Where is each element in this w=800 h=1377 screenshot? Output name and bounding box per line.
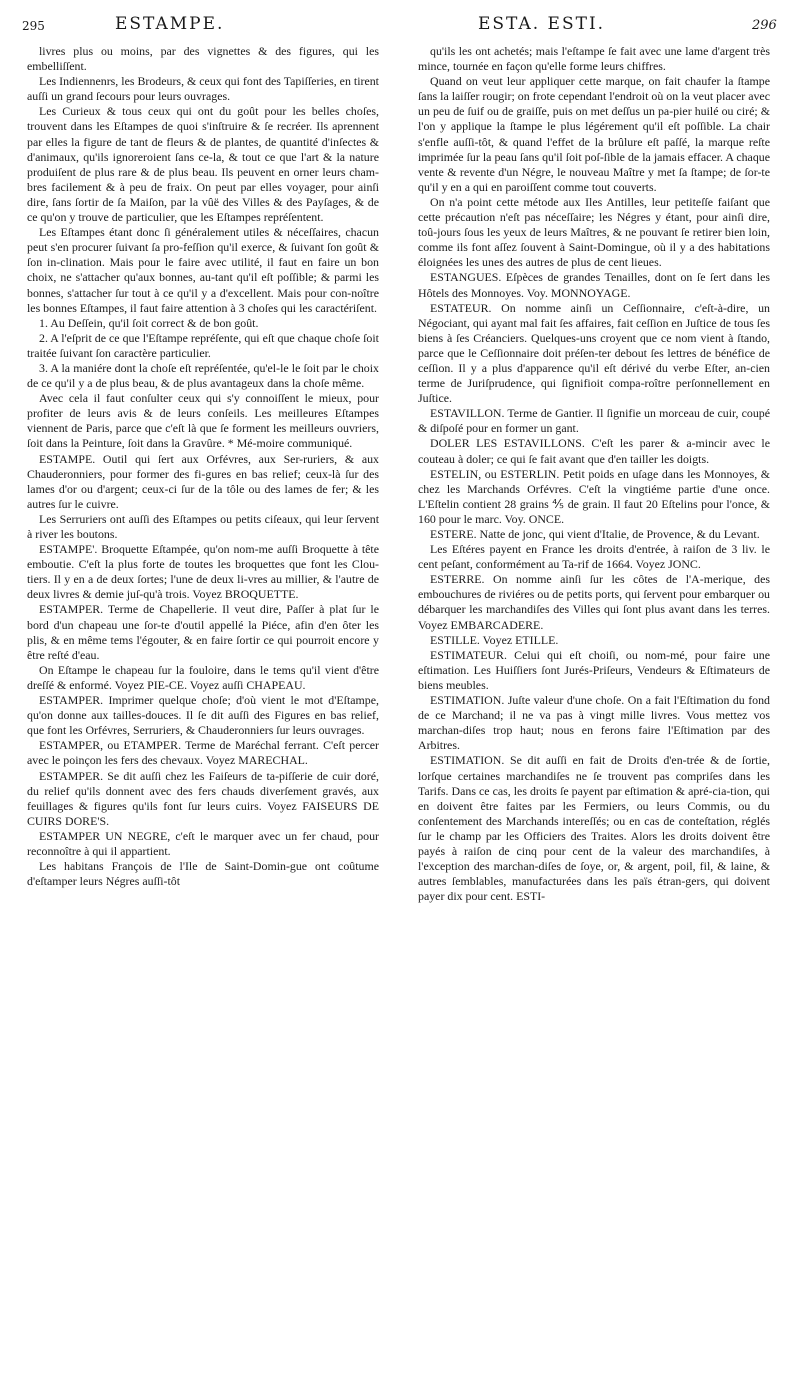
entry-estamper-chapellerie: ESTAMPER. Terme de Chapellerie. Il veut dire, Paſſer à plat ſur le bord d'un chapeau une ſor-te d'outil appellé la Piéce, afin d'en ôter les plis, & en même tems l'égouter, & en faire ſortir ce qui pourroit encore y être reſté d'eau. bbox=[27, 602, 379, 662]
paragraph: Quand on veut leur appliquer cette marque, on fait chaufer la ſtampe ſans la laiſſer rougir; on frote cependant l'endroit où on la veut placer avec un peu de ſuif ou de graiſſe, puis on met deſſus un pa-pier huilé ou ciré; & l'on y applique la ſtampe le plus légérement qu'il eſt poſſible. La chair s'enfle auſſi-tôt, & quand l'effet de la brûlure eſt paſſé, la marque reſte imprimée ſur la peau ſans qu'il ſoit poſ-ſible de la jamais effacer. A chaque vente & revente d'un Négre, le nouveau Maître y met ſa ſtampe; de ſor-te qu'il y en a qui en paroiſſent comme tout couverts. bbox=[418, 74, 770, 194]
running-head-left: ESTAMPE. bbox=[115, 14, 225, 34]
right-column bbox=[418, 44, 770, 904]
paragraph: Les habitans François de l'Ile de Saint-Domin-gue ont coûtume d'eſtamper leurs Négres auſſi-tôt bbox=[27, 859, 379, 889]
paragraph: qu'ils les ont achetés; mais l'eſtampe ſe fait avec une lame d'argent très mince, tournée en façon qu'elle forme leurs chiffres. bbox=[418, 44, 770, 74]
paragraph: Les Eſtampes étant donc ſi généralement utiles & néceſſaires, chacun peut s'en procurer ſuivant ſa pro-feſſion qu'il exerce, & ſuivant ſon goût & ſon in-clination. Mais pour le faire avec utilité, il faut en faire un bon choix, ne s'attacher qu'aux bonnes, au-tant qu'il eſt poſſible; & parmi les bonnes, s'attacher ſur tout à ce qu'il y a d'excellent. Mais pour con-noître les bonnes Eſtampes, il faut faire attention à 3 choſes qui les caractériſent. bbox=[27, 225, 379, 315]
paragraph: On Eſtampe le chapeau ſur la fouloire, dans le tems qu'il vient d'être dreſſé & enformé. Voyez PIE-CE. Voyez auſſi CHAPEAU. bbox=[27, 662, 379, 692]
entry-estimateur: ESTIMATEUR. Celui qui eſt choiſi, ou nom-mé, pour faire une eſtimation. Les Huiſſiers ſont Jurés-Priſeurs, Vendeurs & Eſtimateurs de biens meubles. bbox=[418, 647, 770, 692]
entry-estateur: ESTATEUR. On nomme ainſi un Ceſſionnaire, c'eſt-à-dire, un Négociant, qui ayant mal fait ſes affaires, fait ceſſion en Juſtice de tous ſes biens à ſes Créanciers. Quelques-uns croyent que ce nom vient à ſtando, parce que le Ceſſionnaire doit préſen-ter debout ſes lettres de bénéfice de ceſſion. Il y a plus d'apparence qu'il eſt dérivé du verbe Eſter, an-cien terme de Juriſprudence, qui ſignifioit compa-roître perſonnellement en Juſtice. bbox=[418, 300, 770, 406]
paragraph: Avec cela il faut conſulter ceux qui s'y connoiſſent le mieux, pour profiter de leurs avis & de leurs conſeils. Les meilleures Eſtampes viennent de Paris, parce que c'eſt là que ſe forment les meilleurs ouvriers, ſoit dans la Peinture, ſoit dans la Gravûre. * Mé-moire communiqué. bbox=[27, 391, 379, 451]
entry-estimation-droits: ESTIMATION. Se dit auſſi en fait de Droits d'en-trée & de ſortie, lorſque certaines marchandiſes ne ſe trouvent pas compriſes dans les Tarifs. Dans ce cas, les droits ſe payent par eſtimation & apré-cia-tion, qui en doivent être faites par les Fermiers, ou leurs Commis, ou du conſentement des Marchands intereſſés; ou en cas de conteſtation, réglés ſur le champ par les Officiers des Traites. Alors les droits doivent être payés à raiſon de cinq pour cent de la valeur des marchandiſes, à l'exception des marchan-diſes de ſoye, or, & argent, poil, fil, & laine, & autres ſemblables, manufacturées dans les païs étran-gers, qui doivent payer dix pour cent. ESTI- bbox=[418, 753, 770, 904]
entry-estamper-negre: ESTAMPER UN NEGRE, c'eſt le marquer avec un fer chaud, pour reconnoître à qui il appartient. bbox=[27, 828, 379, 858]
entry-estampee: ESTAMPE'. Broquette Eſtampée, qu'on nom-me auſſi Broquette à tête emboutie. C'eſt la plus forte de toutes les broquettes que font les Clou-tiers. Il y en a de deux ſortes; l'une de deux li-vres au millier, & l'autre de deux livres & demie juſ-qu'à trois. Voyez BROQUETTE. bbox=[27, 542, 379, 602]
page-number-left: 295 bbox=[22, 19, 45, 33]
paragraph: Les Eſtéres payent en France les droits d'entrée, à raiſon de 3 liv. le cent peſant, conformément au Ta-rif de 1664. Voyez JONC. bbox=[418, 542, 770, 572]
left-column bbox=[27, 44, 379, 889]
paragraph: Les Indiennenrs, les Brodeurs, & ceux qui font des Tapiſſeries, en tirent auſſi un grand ſecours pour leurs ouvrages. bbox=[27, 74, 379, 104]
entry-estamper-imprimer: ESTAMPER. Imprimer quelque choſe; d'où vient le mot d'Eſtampe, qu'on donne aux tailles-douces. Il ſe dit auſſi des Figures en bas relief, que font les Orfévres, Serruriers, & Chauderonniers ſur leurs ouvrages. bbox=[27, 693, 379, 738]
entry-estamper-tapisserie: ESTAMPER. Se dit auſſi chez les Faiſeurs de ta-piſſerie de cuir doré, du relief qu'ils donnent avec des fers chauds diverſement gravés, aux feuillages & figures qu'ils font ſur leurs cuirs. Voyez FAISEURS DE CUIRS DORE'S. bbox=[27, 768, 379, 828]
entry-doler-estavillons: DOLER LES ESTAVILLONS. C'eſt les parer & a-mincir avec le couteau à doler; ce qui ſe fait avant que d'en tailler les doigts. bbox=[418, 436, 770, 466]
entry-estampe: ESTAMPE. Outil qui ſert aux Orfévres, aux Ser-ruriers, & aux Chauderonniers, pour former des fi-gures en bas relief; ceux-là ſur des lames d'or ou d'argent; ceux-ci ſur de la tôle ou des lames de fer; & les autres ſur le cuivre. bbox=[27, 451, 379, 511]
paragraph: Les Serruriers ont auſſi des Eſtampes ou petits ciſeaux, qui leur ſervent à river les boutons. bbox=[27, 511, 379, 541]
entry-estelin: ESTELIN, ou ESTERLIN. Petit poids en uſage dans les Monnoyes, & chez les Marchands Orfévres. C'eſt la vingtiéme partie d'une once. L'Eſtelin contient 28 grains ⅘ de grain. Il faut 20 Eſtelins pour l'once, & 160 pour le marc. Voy. ONCE. bbox=[418, 466, 770, 526]
paragraph: 3. A la maniére dont la choſe eſt repréſentée, qu'el-le le ſoit par le choix de ce qu'il y a de plus beau, & de plus avantageux dans la choſe même. bbox=[27, 360, 379, 391]
paragraph: On n'a point cette métode aux Iles Antilles, leur petiteſſe faiſant que cette précaution n'eſt pas néceſſaire; les Négres y étant, pour ainſi dire, toû-jours ſous les yeux de leurs Maîtres, & ne pouvant ſe retirer bien loin, comme ils font aſſez ſouvent à Saint-Domingue, où il y a des habitations éloignées les unes des autres de plus de cent lieues. bbox=[418, 194, 770, 270]
entry-estimation: ESTIMATION. Juſte valeur d'une choſe. On a fait l'Eſtimation du fond de ce Marchand; il ne va pas à vingt mille livres. Vous mettez vos marchan-diſes trop haut; nous en ferons faire l'Eſtimation par des Arbitres. bbox=[418, 693, 770, 753]
running-head-right: ESTA. ESTI. bbox=[478, 14, 606, 34]
entry-estavillon: ESTAVILLON. Terme de Gantier. Il ſignifie un morceau de cuir, coupé & diſpoſé pour en former un gant. bbox=[418, 406, 770, 436]
paragraph: 1. Au Deſſein, qu'il ſoit correct & de bon goût. bbox=[39, 315, 259, 330]
paragraph: livres plus ou moins, par des vignettes & des figures, qui les embelliſſent. bbox=[27, 44, 379, 74]
entry-estamper-marechal: ESTAMPER, ou ETAMPER. Terme de Maréchal ferrant. C'eſt percer avec le poinçon les fers des chevaux. Voyez MARECHAL. bbox=[27, 738, 379, 768]
paragraph: 2. A l'eſprit de ce que l'Eſtampe repréſente, qui eſt que chaque choſe ſoit traitée ſuivant ſon caractère particulier. bbox=[27, 330, 379, 360]
paragraph: Les Curieux & tous ceux qui ont du goût pour les belles choſes, trouvent dans les Eſtampes de quoi s'inſtruire & ſe recréer. Ils aprennent par elles la figure de tant de fleurs & de plantes, de quantité d'inſectes & d'animaux, qu'ils ignoreroient ſans ce-la, & tout ce que l'art & la nature produiſent de plus rare & de plus beau. Ils peuvent en orner leurs cham-bres facilement & à peu de fraix. On peut par elles voyager, pour ainſi dire, ſans ſortir de ſa Maiſon, par la vûë des Villes & des Payſages, & de ce qu'on y trouve de particulier, que les Eſtampes repréſentent. bbox=[27, 104, 379, 225]
entry-esterre: ESTERRE. On nomme ainſi ſur les côtes de l'A-merique, des embouchures de riviéres ou de petits ports, qui ſervent pour embarquer ou débarquer les marchandiſes des Villes qui ſont plus avant dans les terres. Voyez EMBARCADERE. bbox=[418, 572, 770, 632]
entry-estille: ESTILLE. Voyez ETILLE. bbox=[430, 632, 559, 647]
entry-estangues: ESTANGUES. Eſpèces de grandes Tenailles, dont on ſe ſert dans les Hôtels des Monnoyes. Voy. MONNOYAGE. bbox=[418, 270, 770, 300]
page-number-right: 296 bbox=[752, 18, 777, 33]
entry-estere: ESTERE. Natte de jonc, qui vient d'Italie, de Provence, & du Levant. bbox=[430, 527, 760, 541]
